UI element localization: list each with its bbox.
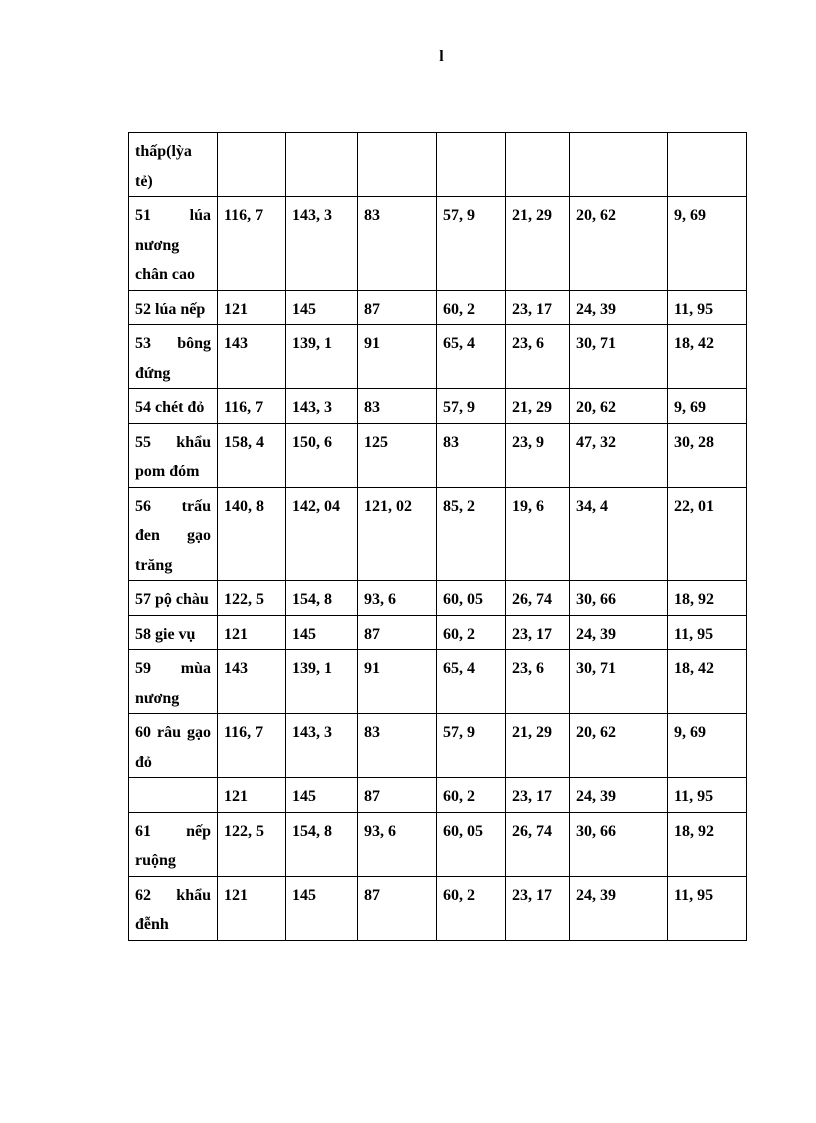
value-cell: 20, 62 [570, 389, 668, 424]
value-cell: 60, 2 [437, 876, 506, 940]
value-cell: 83 [358, 389, 437, 424]
value-cell: 20, 62 [570, 197, 668, 291]
value-cell: 23, 17 [506, 876, 570, 940]
table-row [129, 487, 747, 581]
value-cell: 23, 17 [506, 778, 570, 813]
value-cell: 121 [218, 876, 286, 940]
value-cell: 60, 2 [437, 615, 506, 650]
value-cell: 145 [286, 290, 358, 325]
value-cell: 9, 69 [668, 714, 747, 778]
value-cell: 18, 42 [668, 650, 747, 714]
value-cell: 116, 7 [218, 197, 286, 291]
variety-name-cell: 61 nếp ruộng [129, 812, 218, 876]
value-cell [286, 133, 358, 197]
value-cell: 65, 4 [437, 325, 506, 389]
table-row [129, 290, 747, 325]
value-cell: 145 [286, 778, 358, 813]
value-cell: 21, 29 [506, 714, 570, 778]
value-cell: 23, 6 [506, 650, 570, 714]
variety-name-cell: 58 gie vụ [129, 615, 218, 650]
value-cell: 60, 2 [437, 778, 506, 813]
value-cell: 11, 95 [668, 876, 747, 940]
value-cell: 121, 02 [358, 487, 437, 581]
value-cell: 18, 92 [668, 581, 747, 616]
variety-name-cell: 51 lúa nương chân cao [129, 197, 218, 291]
table-row [129, 812, 747, 876]
value-cell: 87 [358, 290, 437, 325]
value-cell: 30, 71 [570, 650, 668, 714]
table-row [129, 714, 747, 778]
value-cell [506, 133, 570, 197]
value-cell: 9, 69 [668, 389, 747, 424]
value-cell: 57, 9 [437, 714, 506, 778]
value-cell: 11, 95 [668, 615, 747, 650]
value-cell: 11, 95 [668, 778, 747, 813]
table-row [129, 615, 747, 650]
table-row [129, 876, 747, 940]
value-cell [437, 133, 506, 197]
value-cell: 142, 04 [286, 487, 358, 581]
value-cell: 23, 17 [506, 290, 570, 325]
table-row [129, 197, 747, 291]
value-cell: 19, 6 [506, 487, 570, 581]
page-number: l [439, 48, 444, 65]
variety-name-cell [129, 778, 218, 813]
value-cell: 83 [358, 714, 437, 778]
value-cell: 57, 9 [437, 197, 506, 291]
value-cell: 22, 01 [668, 487, 747, 581]
variety-name-cell: 53 bông đứng [129, 325, 218, 389]
value-cell: 26, 74 [506, 812, 570, 876]
value-cell: 93, 6 [358, 581, 437, 616]
variety-name-cell: 60 râu gạo đỏ [129, 714, 218, 778]
value-cell: 145 [286, 615, 358, 650]
variety-name-cell: thấp(lỳa tẻ) [129, 133, 218, 197]
value-cell: 24, 39 [570, 615, 668, 650]
value-cell: 24, 39 [570, 290, 668, 325]
value-cell: 91 [358, 325, 437, 389]
variety-name-cell: 54 chét đỏ [129, 389, 218, 424]
value-cell: 143, 3 [286, 714, 358, 778]
value-cell: 83 [358, 197, 437, 291]
value-cell: 139, 1 [286, 325, 358, 389]
value-cell: 30, 71 [570, 325, 668, 389]
value-cell: 154, 8 [286, 812, 358, 876]
value-cell: 143, 3 [286, 197, 358, 291]
value-cell: 143, 3 [286, 389, 358, 424]
value-cell: 87 [358, 615, 437, 650]
table-row [129, 133, 747, 197]
value-cell: 60, 05 [437, 581, 506, 616]
value-cell: 121 [218, 778, 286, 813]
value-cell: 23, 17 [506, 615, 570, 650]
value-cell: 91 [358, 650, 437, 714]
value-cell: 83 [437, 423, 506, 487]
value-cell: 140, 8 [218, 487, 286, 581]
value-cell: 150, 6 [286, 423, 358, 487]
variety-name-cell: 62 khẩu đễnh [129, 876, 218, 940]
table-row [129, 423, 747, 487]
variety-name-cell: 59 mùa nương [129, 650, 218, 714]
value-cell: 87 [358, 778, 437, 813]
value-cell: 139, 1 [286, 650, 358, 714]
variety-name-cell: 56 trấu đen gạo trăng [129, 487, 218, 581]
value-cell: 60, 2 [437, 290, 506, 325]
value-cell: 11, 95 [668, 290, 747, 325]
value-cell [358, 133, 437, 197]
value-cell: 158, 4 [218, 423, 286, 487]
variety-name-cell: 52 lúa nếp [129, 290, 218, 325]
value-cell: 122, 5 [218, 581, 286, 616]
value-cell: 57, 9 [437, 389, 506, 424]
value-cell: 47, 32 [570, 423, 668, 487]
value-cell: 116, 7 [218, 714, 286, 778]
table-row [129, 778, 747, 813]
value-cell [668, 133, 747, 197]
value-cell: 93, 6 [358, 812, 437, 876]
data-table [128, 132, 747, 941]
value-cell: 65, 4 [437, 650, 506, 714]
value-cell: 26, 74 [506, 581, 570, 616]
value-cell: 20, 62 [570, 714, 668, 778]
variety-name-cell: 55 khẩu pom đóm [129, 423, 218, 487]
value-cell [218, 133, 286, 197]
value-cell: 24, 39 [570, 876, 668, 940]
value-cell: 85, 2 [437, 487, 506, 581]
table-row [129, 650, 747, 714]
value-cell: 121 [218, 290, 286, 325]
value-cell: 143 [218, 325, 286, 389]
value-cell: 18, 92 [668, 812, 747, 876]
value-cell: 125 [358, 423, 437, 487]
value-cell: 21, 29 [506, 389, 570, 424]
value-cell: 143 [218, 650, 286, 714]
value-cell: 21, 29 [506, 197, 570, 291]
value-cell: 23, 9 [506, 423, 570, 487]
value-cell: 154, 8 [286, 581, 358, 616]
value-cell: 9, 69 [668, 197, 747, 291]
value-cell: 24, 39 [570, 778, 668, 813]
value-cell: 121 [218, 615, 286, 650]
value-cell: 116, 7 [218, 389, 286, 424]
value-cell: 30, 28 [668, 423, 747, 487]
value-cell: 60, 05 [437, 812, 506, 876]
value-cell: 23, 6 [506, 325, 570, 389]
value-cell: 34, 4 [570, 487, 668, 581]
variety-name-cell: 57 pộ chàu [129, 581, 218, 616]
value-cell: 122, 5 [218, 812, 286, 876]
table-row [129, 581, 747, 616]
value-cell: 30, 66 [570, 581, 668, 616]
value-cell [570, 133, 668, 197]
table-body [129, 133, 747, 941]
value-cell: 87 [358, 876, 437, 940]
value-cell: 18, 42 [668, 325, 747, 389]
table-row [129, 325, 747, 389]
table-row [129, 389, 747, 424]
value-cell: 30, 66 [570, 812, 668, 876]
value-cell: 145 [286, 876, 358, 940]
